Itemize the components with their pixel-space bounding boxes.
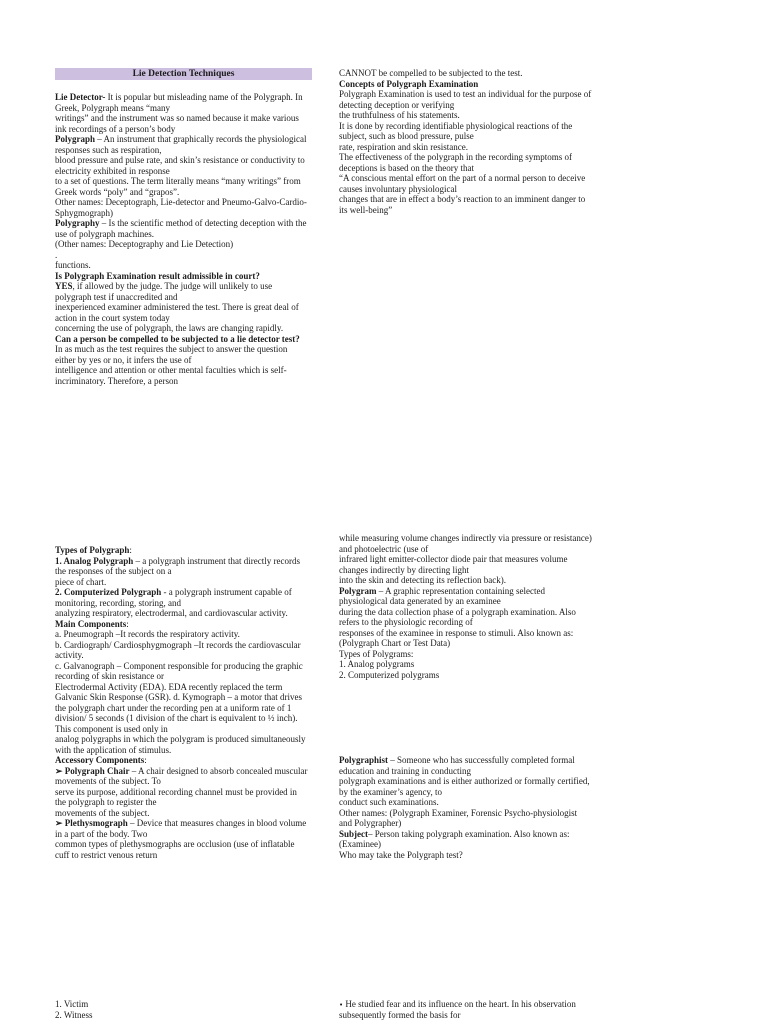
section-heading [339, 79, 591, 90]
bold-term: Lie Detector- [55, 92, 106, 102]
text-line: Galvanic Skin Response (GSR). d. Kymograph – a motor that drives [55, 692, 302, 702]
text-line [55, 92, 307, 103]
text-line: analog polygraphs in which the polygram is produced simultaneously [55, 734, 306, 744]
right-column-lower [339, 755, 590, 860]
list-item: 2. Witness [55, 1009, 93, 1020]
line-text: – A chair designed to absorb concealed muscular [129, 765, 308, 776]
text-line: its well-being” [339, 204, 393, 215]
section-question [55, 334, 307, 345]
line-text: – a polygraph instrument that directly records [133, 555, 300, 566]
text-line [55, 556, 308, 567]
line-text: – Is the scientific method of detecting deception with the [99, 218, 307, 228]
text-line: intelligence and attention or other mental faculties which is self- [55, 365, 287, 375]
text-line: functions. [55, 260, 91, 270]
line-text: - a polygraph instrument capable of [161, 587, 292, 597]
text-line: ink recordings of a person’s body [55, 123, 176, 134]
document-title: Lie Detection Techniques [55, 68, 312, 80]
text-line [55, 766, 308, 777]
text-line: refers to the physiologic recording of [339, 617, 473, 627]
right-column-middle [339, 533, 592, 680]
text-line: serve its purpose, additional recording channel must be provided in [55, 786, 297, 797]
text-line: Electrodermal Activity (EDA). EDA recently replaced the term [55, 681, 283, 692]
text-line: . [55, 249, 58, 260]
text-line: This component is used only in [55, 723, 168, 734]
line-text: – A graphic representation containing selected [376, 585, 545, 596]
line-text: : [144, 755, 147, 765]
text-line: “A conscious mental effort on the part of a normal person to deceive [339, 173, 586, 183]
bold-term: Subject [339, 828, 368, 839]
text-line: while measuring volume changes indirectly via pressure or resistance) [339, 533, 592, 543]
text-line: Who may take the Polygraph test? [339, 849, 463, 860]
text-line: division/ 5 seconds (1 division of the chart is equivalent to ½ inch). [55, 713, 298, 723]
right-column-top [339, 68, 591, 215]
text-line: blood pressure and pulse rate, and skin’s resistance or conductivity to [55, 155, 305, 165]
line-text: – An instrument that graphically records the physiological [95, 134, 307, 144]
text-line: b. Cardiograph/ Cardiosphygmograph –It records the cardiovascular [55, 639, 301, 650]
text-line [55, 134, 307, 145]
text-line: polygraph test if unaccredited and [55, 291, 178, 302]
list-item: 1. Victim [55, 999, 89, 1009]
text-line: with the application of stimulus. [55, 744, 172, 755]
bold-term: Polygram [339, 585, 377, 596]
text-line [339, 586, 592, 597]
text-line: action in the court system today [55, 312, 170, 323]
left-column-top [55, 92, 307, 386]
text-line: concerning the use of polygraph, the laws are changing rapidly. [55, 323, 284, 333]
right-column-bottom [339, 999, 576, 1020]
section-heading [55, 619, 308, 630]
text-line: and photoelectric (use of [339, 543, 429, 554]
text-line: c. Galvanograph – Component responsible for producing the graphic [55, 660, 303, 671]
text-line: movements of the subject. [55, 807, 150, 818]
text-line: The effectiveness of the polygraph in the recording symptoms of [339, 152, 573, 162]
text-line: (Polygraph Chart or Test Data) [339, 638, 451, 648]
bold-term: ➢ Plethysmograph [55, 818, 128, 828]
text-line: causes involuntary physiological [339, 183, 457, 194]
text-line: piece of chart. [55, 576, 107, 587]
bold-term: ➢ Polygraph Chair [55, 765, 130, 776]
bold-term: 1. Analog Polygraph [55, 555, 134, 566]
text-line: (Examinee) [339, 839, 381, 849]
text-line: a. Pneumograph –It records the respiratory activity. [55, 629, 240, 639]
text-line: and Polygrapher) [339, 818, 402, 828]
text-line: either by yes or no, it infers the use of [55, 354, 192, 365]
text-line: Types of Polygrams: [339, 648, 414, 659]
bold-term: Is Polygraph Examination result admissible in court? [55, 270, 260, 281]
text-line [55, 818, 308, 829]
text-line: during the data collection phase of a polygraph examination. Also [339, 606, 576, 617]
text-line: in a part of the body. Two [55, 828, 148, 839]
text-line: inexperienced examiner administered the test. There is great deal of [55, 302, 299, 312]
bold-term: Main Components [55, 618, 127, 629]
text-line: the polygraph to register the [55, 797, 157, 807]
section-heading [55, 545, 308, 556]
text-line: deceptions is based on the theory that [339, 162, 474, 173]
text-line: infrared light emitter-collector diode pair that measures volume [339, 554, 568, 564]
text-line: education and training in conducting [339, 765, 471, 776]
text-line: Greek, Polygraph means “many [55, 102, 170, 113]
line-text: – Person taking polygraph examination. Also known as: [368, 828, 570, 839]
text-line [55, 587, 308, 598]
line-text: , if allowed by the judge. The judge will unlikely to use [72, 281, 273, 291]
text-line: responses of the examinee in response to stimuli. Also known as: [339, 627, 574, 638]
text-line: Polygraph Examination is used to test an individual for the purpose of [339, 89, 592, 99]
text-line: 1. Analog polygrams [339, 659, 415, 669]
text-line: by the examiner’s agency, to [339, 786, 442, 797]
text-line: physiological data generated by an examinee [339, 596, 501, 606]
text-line: movements of the subject. To [55, 776, 161, 786]
text-line: common types of plethysmographs are occlusion (use of inflatable [55, 839, 295, 849]
text-line: subsequently formed the basis for [339, 1009, 461, 1020]
text-line: recording of skin resistance or [55, 671, 164, 681]
text-line: rate, respiration and skin resistance. [339, 141, 468, 152]
text-line: Other names: (Polygraph Examiner, Forensic Psycho-physiologist [339, 807, 578, 818]
line-text: – Someone who has successfully completed formal [388, 755, 575, 765]
list-item [339, 999, 576, 1010]
text-line [339, 829, 590, 840]
text-line: CANNOT be compelled to be subjected to the test. [339, 68, 523, 78]
text-line: the polygraph chart under the recording pen at a uniform rate of 1 [55, 702, 292, 713]
text-line: the truthfulness of his statements. [339, 110, 460, 120]
line-text: : [126, 618, 129, 629]
text-line: Other names: Deceptograph, Lie-detector and Pneumo-Galvo-Cardio- [55, 197, 307, 207]
line-text: He studied fear and its influence on the heart. In his observation [343, 999, 576, 1009]
left-column-middle [55, 545, 308, 860]
line-text: : [129, 545, 132, 555]
text-line: analyzing respiratory, electrodermal, and cardiovascular activity. [55, 608, 288, 618]
bold-term: Concepts of Polygraph Examination [339, 78, 479, 89]
text-line: In as much as the test requires the subject to answer the question [55, 344, 288, 354]
text-line: detecting deception or verifying [339, 99, 455, 110]
text-line: conduct such examinations. [339, 797, 439, 807]
bold-term: YES [55, 281, 73, 291]
bold-term: 2. Computerized Polygraph [55, 587, 162, 597]
text-line: to a set of questions. The term literally means “many writings” from [55, 176, 301, 186]
bold-term: Polygraphy [55, 218, 100, 228]
section-heading [55, 755, 308, 766]
text-line: cuff to restrict venous return [55, 849, 158, 860]
text-line: Greek words “poly” and “grapos”. [55, 186, 180, 197]
text-line [55, 218, 307, 229]
text-line: 2. Computerized polygrams [339, 669, 440, 680]
bold-term: Can a person be compelled to be subjected to a lie detector test? [55, 333, 300, 344]
text-line [339, 755, 590, 766]
bold-term: Types of Polygraph [55, 545, 130, 555]
text-line: It is done by recording identifiable physiological reactions of the [339, 120, 573, 131]
text-line [55, 281, 307, 292]
bullet-icon: • [339, 1001, 344, 1009]
text-line: into the skin and detecting its reflection back). [339, 575, 506, 585]
bold-term: Polygraph [55, 134, 96, 144]
text-line: subject, such as blood pressure, pulse [339, 131, 474, 141]
section-question [55, 271, 307, 282]
text-line: monitoring, recording, storing, and [55, 597, 181, 608]
text-line: changes indirectly by directing light [339, 564, 469, 575]
text-line: use of polygraph machines. [55, 228, 154, 239]
text-line: activity. [55, 650, 84, 660]
line-text: – Device that measures changes in blood volume [127, 818, 307, 828]
text-line: responses such as respiration, [55, 144, 162, 155]
text-line: changes that are in effect a body’s reaction to an imminent danger to [339, 194, 586, 204]
text-line: (Other names: Deceptography and Lie Detection) [55, 239, 234, 249]
bold-term: Accessory Components [55, 755, 145, 765]
text-line: electricity exhibited in response [55, 165, 170, 176]
line-text: It is popular but misleading name of the Polygraph. In [105, 92, 303, 102]
left-column-bottom [55, 999, 92, 1020]
text-line: polygraph examinations and is either authorized or formally certified, [339, 776, 590, 786]
bold-term: Polygraphist [339, 755, 389, 765]
text-line: Sphygmograph) [55, 207, 113, 218]
text-line: incriminatory. Therefore, a person [55, 375, 178, 386]
text-line: writings” and the instrument was so named because it make various [55, 113, 299, 123]
text-line: the responses of the subject on a [55, 566, 172, 576]
